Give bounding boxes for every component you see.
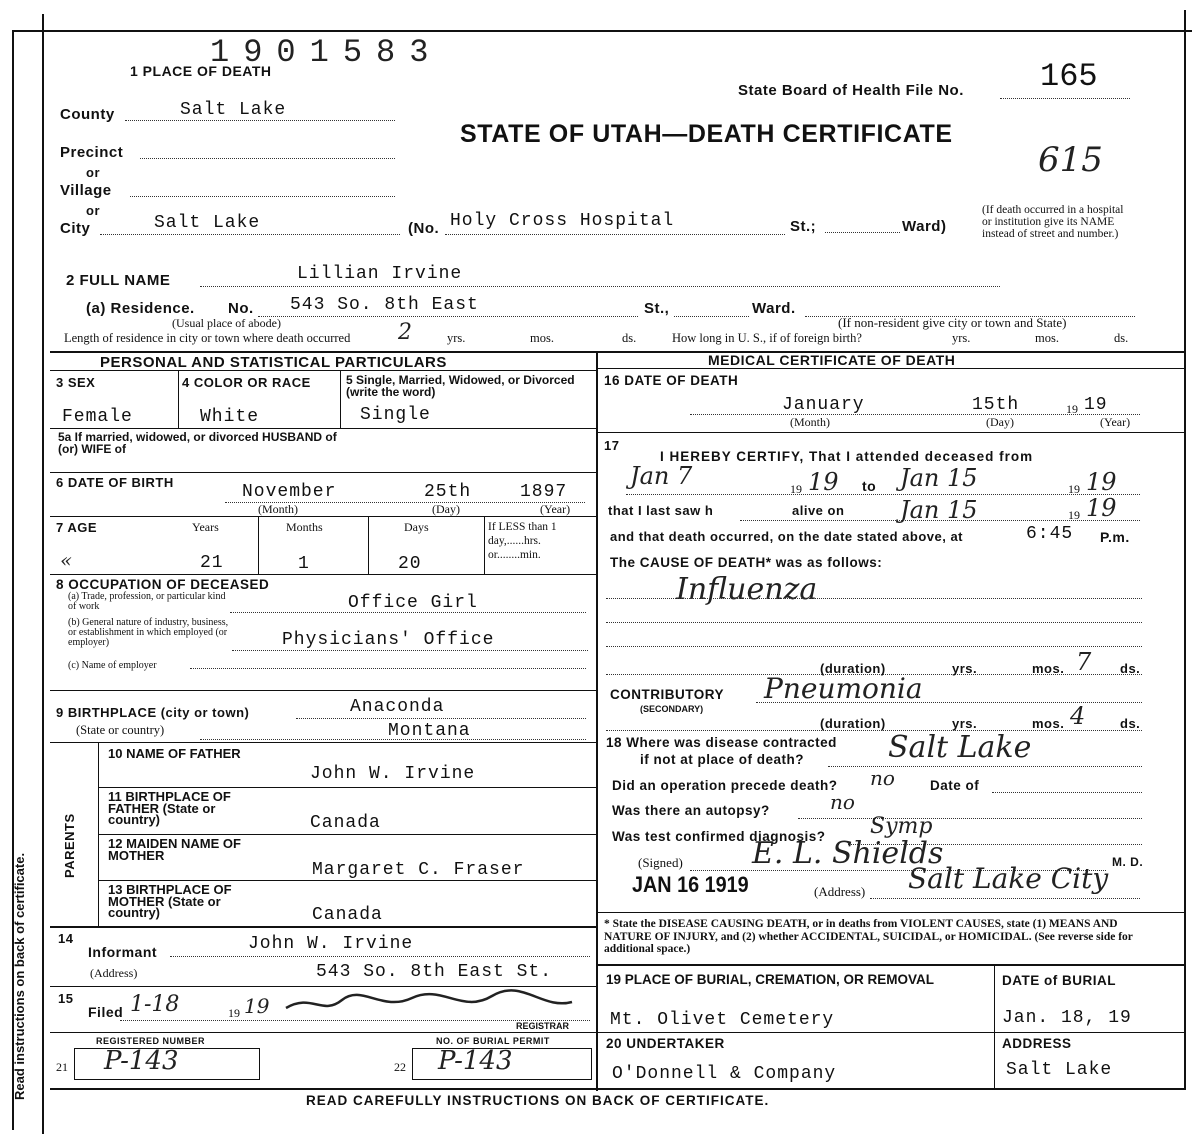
occupation-label: 8 OCCUPATION OF DECEASED [56,577,270,592]
stamp-number: 1901583 [210,34,443,71]
personal-heading: PERSONAL AND STATISTICAL PARTICULARS [100,354,447,371]
filed-year: 19 [244,994,270,1018]
certify-label: I HEREBY CERTIFY, That I attended deceased from [660,449,1034,464]
from-year-prefix: 19 [790,482,802,496]
date-of-death-label: 16 DATE OF DEATH [604,373,739,388]
medical-heading: MEDICAL CERTIFICATE OF DEATH [708,352,956,368]
cause-of-death-value: Influenza [676,572,818,607]
filed-year-prefix: 19 [228,1006,240,1020]
attended-from-year: 19 [808,468,839,496]
undertaker-address-value: Salt Lake [1006,1060,1113,1080]
physician-address-label: (Address) [814,884,866,899]
mother-birthplace-label: 13 BIRTHPLACE OF MOTHER (State or country) [108,882,232,920]
contrib-duration-label: (duration) [820,716,886,731]
burial-permit-prefix: 22 [394,1060,406,1074]
date-of-death-year: 19 [1084,395,1108,415]
burial-place-value: Mt. Olivet Cemetery [610,1010,835,1030]
last-saw-label: that I last saw h [608,503,714,518]
months-caption: Months [286,520,323,534]
side-instructions: Read instructions on back of certificate. [12,852,27,1100]
full-name-value: Lillian Irvine [297,264,463,284]
residence-value: 543 So. 8th East [290,295,479,315]
right-border [1184,10,1186,1090]
sex-value: Female [62,407,133,427]
operation-value: no [870,766,895,790]
date-of-death-month: January [782,395,865,415]
occupation-b-value: Physicians' Office [282,630,495,650]
dod-day-caption: (Day) [986,415,1014,429]
dob-label: 6 DATE OF BIRTH [56,475,174,490]
ds-label: ds. [622,331,637,345]
length-residence-label: Length of residence in city or town where death occurred [64,331,351,345]
cause-ds-label: ds. [1120,661,1141,676]
mos2-label: mos. [1035,331,1059,345]
contrib-duration-value: 4 [1070,702,1086,730]
occupation-value: Office Girl [348,593,478,613]
ds2-label: ds. [1114,331,1129,345]
nonresident-note: (If non-resident give city or town and State) [838,315,1067,330]
mother-name-label: 12 MAIDEN NAME OF MOTHER [108,836,241,863]
disease-contracted-label: 18 Where was disease contracted [606,735,837,750]
footnote: * State the DISEASE CAUSING DEATH, or in deaths from VIOLENT CAUSES, state (1) MEANS AND NATURE OF INJURY, and (2) whether ACCIDENTAL, SUICIDAL, or HOMICIDAL. (See reverse side for additional space.) [604,918,1133,955]
informant-address-label: (Address) [90,966,138,980]
alive-year: 19 [1086,494,1117,522]
left-border [42,14,44,1134]
no-label: (No. [408,220,440,237]
state-file-number: 165 [1040,58,1098,95]
age-mark: « [60,548,73,572]
birthplace-label: 9 BIRTHPLACE (city or town) [56,705,250,720]
village-label: Village [60,182,112,199]
burial-permit-value: P-143 [438,1046,513,1076]
physician-address-value: Salt Lake City [908,862,1109,895]
father-birthplace-label: 11 BIRTHPLACE OF FATHER (State or country) [108,789,231,827]
spouse-label: 5a If married, widowed, or divorced HUSBAND of (or) WIFE of [58,430,337,456]
residence-st-label: St., [644,300,670,317]
dod-year-caption: (Year) [1100,415,1131,429]
dod-month-caption: (Month) [790,415,830,429]
less-than-caption: If LESS than 1 day,......hrs. or........min. [488,521,557,561]
death-occurred-label: and that death occurred, on the date stated above, at [610,529,964,544]
occupation-a-caption: (a) Trade, profession, or particular kind of work [68,591,226,612]
length-residence-value: 2 [398,320,412,345]
attended-to: Jan 15 [900,464,978,492]
precinct-label: Precinct [60,144,124,161]
full-name-label: 2 FULL NAME [66,272,171,289]
or-label-2: or [86,203,100,218]
contributory-label: CONTRIBUTORY [610,687,724,702]
dob-year-caption: (Year) [540,502,571,516]
sex-label: 3 SEX [56,375,96,390]
days-caption: Days [404,520,429,534]
occupation-b-caption: (b) General nature of industry, business, or establishment in which employed (or employer) [68,617,229,648]
birthplace-state-caption: (State or country) [76,723,165,737]
marital-value: Single [360,405,431,425]
contrib-ds-label: ds. [1120,716,1141,731]
burial-place-label: 19 PLACE OF BURIAL, CREMATION, OR REMOVAL [606,972,935,987]
date-of-death-year-prefix: 19 [1066,402,1078,416]
registered-number-value: P-143 [104,1046,179,1076]
state-board-label: State Board of Health File No. [738,82,964,99]
place-of-death-label: 1 PLACE OF DEATH [130,63,272,79]
county-value: Salt Lake [180,100,287,120]
cause-of-death-label: The CAUSE OF DEATH* was as follows: [610,555,883,570]
informant-number: 14 [58,931,74,946]
death-time: 6:45 [1026,524,1074,544]
disease-contracted-value: Salt Lake [888,730,1032,765]
filed-number: 15 [58,991,74,1006]
registered-number-prefix: 21 [56,1060,68,1074]
residence-no-label: No. [228,300,254,317]
cause-duration-label: (duration) [820,661,886,676]
footer-instructions: READ CAREFULLY INSTRUCTIONS ON BACK OF CERTIFICATE. [306,1093,770,1108]
father-birthplace-value: Canada [310,813,381,833]
mos-label: mos. [530,331,554,345]
md-label: M. D. [1112,855,1144,869]
marital-label: 5 Single, Married, Widowed, or Divorced (write the word) [346,373,575,399]
age-months: 1 [298,554,310,574]
burial-date-label: DATE of BURIAL [1002,973,1116,988]
date-of-label: Date of [930,778,980,793]
yrs-label: yrs. [447,331,466,345]
attended-from: Jan 7 [630,462,693,490]
dob-month-caption: (Month) [258,502,298,516]
dob-month: November [242,482,337,502]
father-name-label: 10 NAME OF FATHER [108,746,241,761]
test-confirmed-label: Was test confirmed diagnosis? [612,829,826,844]
to-year-prefix: 19 [1068,482,1080,496]
city-value: Salt Lake [154,213,261,233]
signed-label: (Signed) [638,855,683,870]
undertaker-value: O'Donnell & Company [612,1064,837,1084]
mother-birthplace-value: Canada [312,905,383,925]
hospital-value: Holy Cross Hospital [450,211,675,231]
yrs2-label: yrs. [952,331,971,345]
alive-year-prefix: 19 [1068,508,1080,522]
autopsy-label: Was there an autopsy? [612,803,770,818]
autopsy-value: no [830,790,855,814]
contrib-yrs-label: yrs. [952,716,978,731]
burial-permit-label: NO. OF BURIAL PERMIT [436,1036,550,1046]
death-time-pm: P.m. [1100,529,1130,545]
residence-label: (a) Residence. [86,300,195,317]
parents-label: PARENTS [62,813,77,878]
ward-label: Ward) [902,218,947,235]
contributory-value: Pneumonia [764,672,923,705]
age-days: 20 [398,554,422,574]
birthplace-state: Montana [388,721,471,741]
to-label: to [862,478,877,494]
handwritten-number: 615 [1038,140,1103,180]
operation-label: Did an operation precede death? [612,778,838,793]
or-label-1: or [86,165,100,180]
residence-ward-label: Ward. [752,300,796,317]
dob-day: 25th [424,482,472,502]
test-confirmed-value: Symp [870,814,933,839]
informant-label: Informant [88,944,158,960]
hospital-note: (If death occurred in a hospital or institution give its NAME instead of street and number.) [982,204,1124,240]
birthplace-city: Anaconda [350,697,445,717]
usual-place-caption: (Usual place of abode) [172,316,281,330]
age-label: 7 AGE [56,520,98,535]
not-place-label: if not at place of death? [640,752,805,767]
cause-mos-label: mos. [1032,661,1065,676]
top-border [12,30,1192,32]
informant-value: John W. Irvine [248,934,414,954]
date-of-death-day: 15th [972,395,1020,415]
undertaker-label: 20 UNDERTAKER [606,1036,725,1051]
occupation-c-caption: (c) Name of employer [68,660,157,671]
certify-number: 17 [604,438,620,453]
informant-address: 543 So. 8th East St. [316,962,553,982]
cause-yrs-label: yrs. [952,661,978,676]
attended-to-year: 19 [1086,468,1117,496]
dob-day-caption: (Day) [432,502,460,516]
contrib-mos-label: mos. [1032,716,1065,731]
filed-label: Filed [88,1004,124,1020]
how-long-label: How long in U. S., if of foreign birth? [672,331,862,345]
father-name-value: John W. Irvine [310,764,476,784]
color-label: 4 COLOR OR RACE [182,375,311,390]
mother-name-value: Margaret C. Fraser [312,860,525,880]
county-label: County [60,106,115,123]
st-label: St.; [790,218,817,235]
date-stamp: JAN 16 1919 [632,872,749,897]
physician-signature: E. L. Shields [752,836,944,871]
alive-label: alive on [792,503,845,518]
dob-year: 1897 [520,482,568,502]
burial-date-value: Jan. 18, 19 [1002,1008,1132,1028]
registered-number-label: REGISTERED NUMBER [96,1036,206,1046]
alive-date: Jan 15 [900,496,978,524]
undertaker-address-label: ADDRESS [1002,1036,1072,1051]
registrar-label: REGISTRAR [516,1021,570,1031]
years-caption: Years [192,520,219,534]
filed-value: 1-18 [130,992,180,1017]
cause-duration-value: 7 [1076,648,1092,676]
secondary-label: (SECONDARY) [640,704,704,714]
color-value: White [200,407,260,427]
age-years: 21 [200,553,224,573]
city-label: City [60,220,91,237]
certificate-title: STATE OF UTAH—DEATH CERTIFICATE [460,120,953,148]
